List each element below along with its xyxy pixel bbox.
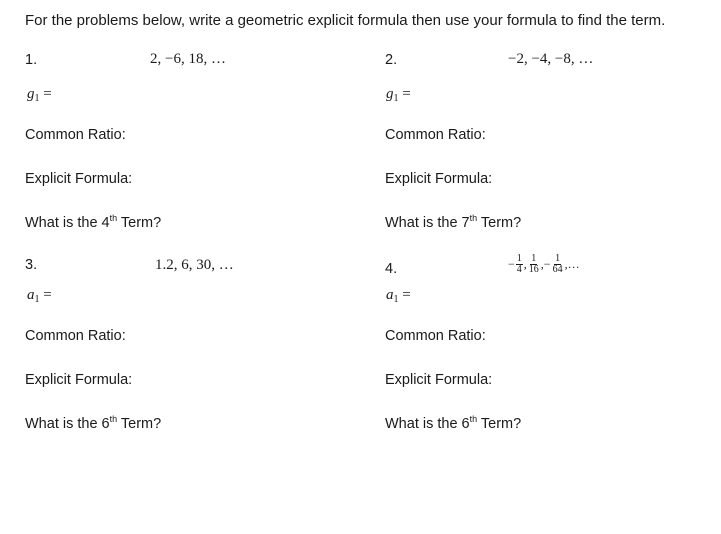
problem-3-term-question xyxy=(25,414,161,432)
term-question-prefix: What is the 6 xyxy=(25,416,110,432)
first-term-variable: g xyxy=(27,86,35,102)
sequence-comma: , xyxy=(523,257,527,271)
term-2-denominator: 16 xyxy=(528,264,539,275)
term-3-numerator: 1 xyxy=(555,253,561,264)
first-term-subscript: 1 xyxy=(34,93,40,104)
problem-4-term-question xyxy=(385,414,521,432)
problem-2-explicit-formula-label: Explicit Formula: xyxy=(385,171,493,187)
problem-3-first-term xyxy=(27,287,52,305)
problem-3-common-ratio-label: Common Ratio: xyxy=(25,328,126,344)
sequence-ellipsis: … xyxy=(567,257,580,271)
problem-2-sequence: −2, −4, −8, … xyxy=(508,51,594,67)
problem-1-explicit-formula-label: Explicit Formula: xyxy=(25,171,133,187)
term-3-sign: − xyxy=(543,257,551,271)
problem-3-sequence: 1.2, 6, 30, … xyxy=(155,257,234,273)
term-question-ordinal: th xyxy=(109,414,118,424)
problem-2-number: 2. xyxy=(385,52,398,68)
term-2-fraction xyxy=(528,254,540,275)
sequence-comma: , xyxy=(540,257,544,271)
equals-sign: = xyxy=(43,86,52,102)
term-question-prefix: What is the 7 xyxy=(385,215,470,231)
problem-4-explicit-formula-label: Explicit Formula: xyxy=(385,372,493,388)
term-1-numerator: 1 xyxy=(516,253,522,264)
problem-1-number: 1. xyxy=(25,52,38,68)
first-term-variable: a xyxy=(386,287,394,303)
problem-4-sequence xyxy=(508,254,580,275)
first-term-variable: a xyxy=(27,287,35,303)
instructions: For the problems below, write a geometric explicit formula then use your formula to find the term. xyxy=(25,12,666,29)
problem-4-common-ratio-label: Common Ratio: xyxy=(385,328,486,344)
problem-1-sequence: 2, −6, 18, … xyxy=(150,51,226,67)
first-term-variable: g xyxy=(386,86,394,102)
equals-sign: = xyxy=(402,86,411,102)
problem-2-first-term xyxy=(386,86,411,104)
sequence-comma: , xyxy=(564,257,568,271)
term-3-fraction xyxy=(552,254,564,275)
problem-4-number: 4. xyxy=(385,261,398,277)
term-question-suffix: Term? xyxy=(117,215,162,231)
problem-3-number: 3. xyxy=(25,257,38,273)
term-2-numerator: 1 xyxy=(531,253,537,264)
first-term-subscript: 1 xyxy=(34,294,40,305)
term-question-suffix: Term? xyxy=(477,215,522,231)
term-question-ordinal: th xyxy=(469,213,478,223)
equals-sign: = xyxy=(43,287,52,303)
term-1-denominator: 4 xyxy=(516,264,522,275)
problem-1-term-question xyxy=(25,213,161,231)
term-question-prefix: What is the 6 xyxy=(385,416,470,432)
problem-2-common-ratio-label: Common Ratio: xyxy=(385,127,486,143)
term-3-denominator: 64 xyxy=(552,264,563,275)
term-question-suffix: Term? xyxy=(477,416,522,432)
term-1-fraction xyxy=(516,254,523,275)
term-1-sign: − xyxy=(508,257,515,271)
problem-1-common-ratio-label: Common Ratio: xyxy=(25,127,126,143)
equals-sign: = xyxy=(402,287,411,303)
first-term-subscript: 1 xyxy=(393,93,399,104)
term-question-prefix: What is the 4 xyxy=(25,215,110,231)
term-question-ordinal: th xyxy=(109,213,118,223)
problem-3-explicit-formula-label: Explicit Formula: xyxy=(25,372,133,388)
first-term-subscript: 1 xyxy=(393,294,399,305)
term-question-suffix: Term? xyxy=(117,416,162,432)
problem-2-term-question xyxy=(385,213,521,231)
problem-1-first-term xyxy=(27,86,52,104)
problem-4-first-term xyxy=(386,287,411,305)
term-question-ordinal: th xyxy=(469,414,478,424)
